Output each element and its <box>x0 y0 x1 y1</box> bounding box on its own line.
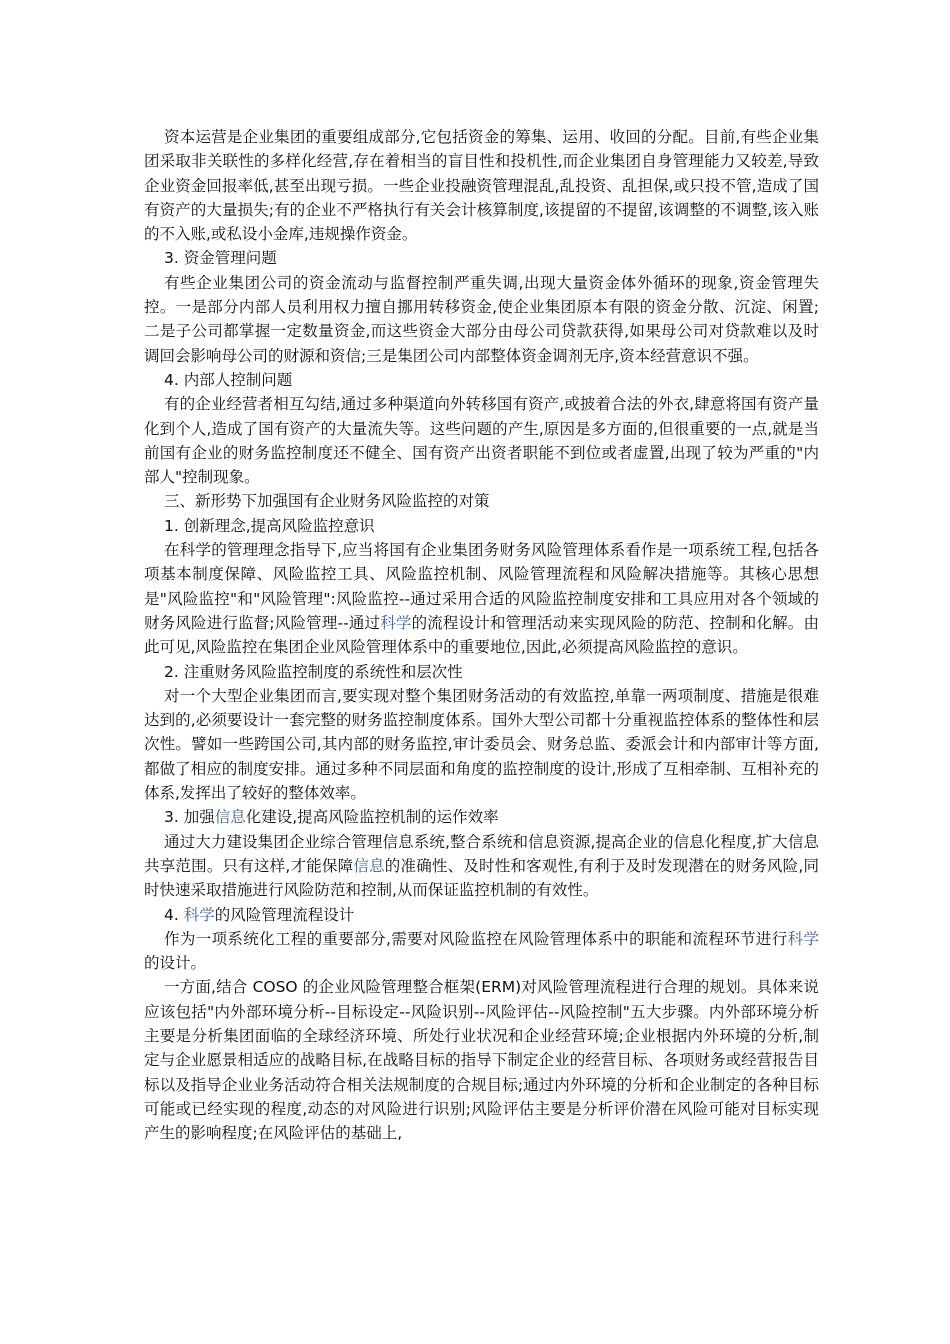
document-body <box>144 125 819 1145</box>
text-run: 有的企业经营者相互勾结,通过多种渠道向外转移国有资产,或披着合法的外衣,肆意将国有资产量化到个人,造成了国有资产的大量流失等。这些问题的产生,原因是多方面的,但很重要的一点,就是当前国有企业的财务监控制度还不健全、国有资产出资者职能不到位或者虚置,出现了较为严重的"内部人"控制现象。 <box>144 395 819 487</box>
text-run: 的流程设计和管理活动来实现风险的防范、控制和化解。由此可见,风险监控在集团企业风险管理体系中的重要地位,因此,必须提高风险监控的意识。 <box>144 613 819 657</box>
heading-process-design <box>144 903 819 927</box>
text-run: 资本运营是企业集团的重要组成部分,它包括资金的筹集、运用、收回的分配。目前,有些企业集团采取非关联性的多样化经营,存在着相当的盲目性和投机性,而企业集团自身管理能力又较差,导致企业资金回报率低,甚至出现亏损。一些企业投融资管理混乱,乱投资、乱担保,或只投不管,造成了国有资产的大量损失;有的企业不严格执行有关会计核算制度,该提留的不提留,该调整的不调整,该入账的不入账,或私设小金库,违规操作资金。 <box>144 128 819 244</box>
text-run: 3. 资金管理问题 <box>164 249 277 268</box>
text-run: 1. 创新理念,提高风险监控意识 <box>164 516 375 535</box>
heading-innovate-concept <box>144 514 819 538</box>
text-run: 的风险管理流程设计 <box>214 905 355 924</box>
text-run: 的准确性、及时性和客观性,有利于及时发现潜在的财务风险,同时快速采取措施进行风险防范和控制,从而保证监控机制的有效性。 <box>144 856 819 900</box>
para-fund-management <box>144 271 819 368</box>
para-coso-erm <box>144 975 819 1145</box>
inline-link[interactable]: 科学 <box>787 929 819 948</box>
inline-link[interactable]: 科学 <box>380 613 412 632</box>
text-run: 一方面,结合 COSO 的企业风险管理整合框架(ERM)对风险管理流程进行合理的规划。具体来说应该包括"内外部环境分析--目标设定--风险识别--风险评估--风险控制"五大步骤。内外部环境分析主要是分析集团面临的全球经济环境、所处行业状况和企业经营环境;企业根据内外环境的分析,制定与企业愿景相适应的战略目标,在战略目标的指导下制定企业的经营目标、各项财务或经营报告目标以及指导企业业务活动符合相关法规制度的合规目标;通过内外环境的分析和企业制定的各种目标可能或已经实现的程度,动态的对风险进行识别;风险评估主要是分析评价潜在风险可能对目标实现产生的影响程度;在风险评估的基础上, <box>144 978 819 1143</box>
inline-link[interactable]: 科学 <box>183 905 215 924</box>
text-run: 通过大力建设集团企业综合管理信息系统,整合系统和信息资源,提高企业的信息化程度,扩大信息共享范围。只有这样,才能保障 <box>144 832 819 875</box>
heading-section-three <box>144 489 819 513</box>
text-run: 4. 内部人控制问题 <box>164 370 293 389</box>
text-run: 三、新形势下加强国有企业财务风险监控的对策 <box>164 492 490 511</box>
heading-informatization <box>144 805 819 829</box>
para-informatization <box>144 830 819 903</box>
text-run: 有些企业集团公司的资金流动与监督控制严重失调,出现大量资金体外循环的现象,资金管理失控。一是部分内部人员利用权力擅自挪用转移资金,使企业集团原本有限的资金分散、沉淀、闲置;二是子公司都掌握一定数量资金,而这些资金大部分由母公司贷款获得,如果母公司对贷款难以及时调回会影响母公司的财源和资信;三是集团公司内部整体资金调剂无序,资本经营意识不强。 <box>144 273 819 365</box>
para-capital-operation <box>144 125 819 246</box>
inline-link[interactable]: 信息 <box>214 808 246 827</box>
text-run: 化建设,提高风险监控机制的运作效率 <box>245 808 499 827</box>
text-run: 对一个大型企业集团而言,要实现对整个集团财务活动的有效监控,单靠一两项制度、措施是很难达到的,必须要设计一套完整的财务监控制度体系。国外大型公司都十分重视监控体系的整体性和层次性。譬如一些跨国公司,其内部的财务监控,审计委员会、财务总监、委派会计和内部审计等方面,都做了相应的制度安排。通过多种不同层面和角度的监控制度的设计,形成了互相牵制、互相补充的体系,发挥出了较好的整体效率。 <box>144 686 819 803</box>
text-run: 作为一项系统化工程的重要部分,需要对风险监控在风险管理体系中的职能和流程环节进行 <box>164 929 788 948</box>
heading-systematic-control <box>144 660 819 684</box>
heading-fund-management <box>144 246 819 270</box>
text-run: 3. 加强 <box>164 808 215 827</box>
text-run: 在科学的管理理念指导下,应当将国有企业集团务财务风险管理体系看作是一项系统工程,包括各项基本制度保障、风险监控工具、风险监控机制、风险管理流程和风险解决措施等。其核心思想是"风险监控"和"风险管理":风险监控--通过采用合适的风险监控制度安排和工具应用对各个领域的财务风险进行监督;风险管理--通过 <box>144 541 819 632</box>
inline-link[interactable]: 信息 <box>353 856 385 875</box>
text-run: 的设计。 <box>144 954 207 973</box>
text-run: 2. 注重财务风险监控制度的系统性和层次性 <box>164 662 463 681</box>
para-process-design <box>144 927 819 976</box>
text-run: 4. <box>164 905 184 924</box>
para-systematic-control <box>144 684 819 805</box>
para-insider-control <box>144 392 819 489</box>
para-innovate-concept <box>144 538 819 659</box>
heading-insider-control <box>144 368 819 392</box>
